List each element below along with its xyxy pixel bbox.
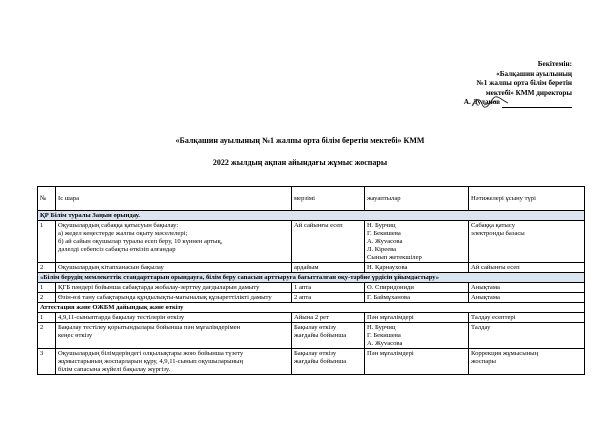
document-subtitle: 2022 жылдың ақпан айындағы жұмыс жоспары xyxy=(212,158,388,167)
text-line: жағдайы бойынша xyxy=(294,357,347,365)
row-result: Талдау xyxy=(469,323,585,349)
table-row xyxy=(38,313,585,323)
table-row xyxy=(38,323,585,349)
approval-line: мектебі» КММ директоры xyxy=(485,88,572,97)
row-activity xyxy=(56,323,292,349)
text-line: Оқушылардың сабаққа қатысуын бақылау: xyxy=(58,221,179,229)
row-num: 1 xyxy=(38,283,56,293)
row-deadline: 2 апта xyxy=(292,293,365,303)
text-line: Бақылау тестілеу қорытындылары бойынша пән мұғалімдерімен xyxy=(58,323,241,331)
row-num: 2 xyxy=(38,263,56,273)
text-line: Г. Бекишева xyxy=(367,229,401,237)
header-responsible: жауаптылар xyxy=(365,187,469,211)
text-line: Сабаққа қатысу xyxy=(471,221,515,229)
row-deadline: Айына 2 рет xyxy=(292,313,365,323)
section-row xyxy=(38,303,585,313)
section-title: «Білім берудің мемлекеттік стандарттарын орындауға, білім беру сапасын арттыруға бағытталған оқу-тәрбие үрдісін ұйымдастыру» xyxy=(38,273,585,283)
text-line: Н. Бурчиц xyxy=(367,221,396,229)
text-line: А. Жуvacoвa xyxy=(367,237,403,245)
row-num: 2 xyxy=(38,323,56,349)
row-activity: 4,9,11-сыныптарда бақылау тестілерін өткізу xyxy=(56,313,292,323)
header-result: Нәтижелері ұсыну түрі xyxy=(469,187,585,211)
row-responsible: Пән мұғалімдері xyxy=(365,313,469,323)
text-line: Н. Бурчиц xyxy=(367,323,396,331)
row-activity xyxy=(56,349,292,375)
text-line: Сынып жетекшілер xyxy=(367,253,422,261)
row-result: Анықтама xyxy=(469,293,585,303)
header-deadline: мерзімі xyxy=(292,187,365,211)
text-line: электронды базасы xyxy=(471,229,525,237)
signature-icon xyxy=(470,95,510,109)
table-row xyxy=(38,293,585,303)
header-num: № xyxy=(38,187,56,211)
row-deadline: Ай сайынғы есеп xyxy=(292,221,365,263)
row-num: 2 xyxy=(38,293,56,303)
text-line: жұмыстарының жоспарларын құру, 4,9,11-сынып оқушыларының xyxy=(58,357,244,365)
header-activity: Іс шара xyxy=(56,187,292,211)
row-responsible: Н. Қарнаухова xyxy=(365,263,469,273)
text-line: Бақылау өткізу xyxy=(294,349,337,357)
row-activity: Өзін-өзі тану сабақтарында құндылықты-мағыналық құзыреттілікті дамыту xyxy=(56,293,292,303)
row-num: 1 xyxy=(38,221,56,263)
table-row xyxy=(38,263,585,273)
approval-line: Бекітемін: xyxy=(537,60,572,68)
row-result xyxy=(469,349,585,375)
text-line: Г. Бекишева xyxy=(367,331,401,339)
approval-line: №1 жалпы орта білім беретін xyxy=(476,79,572,88)
row-responsible: Пән мұғалімдері xyxy=(365,349,469,375)
section-title: Аттестация және ОЖБМ дайындық және өткізу xyxy=(38,303,585,313)
row-num: 3 xyxy=(38,349,56,375)
text-line: А. Жуvacoвa xyxy=(367,339,403,347)
section-title: ҚР Білім туралы Заңын орындау. xyxy=(38,211,585,221)
work-plan-table xyxy=(37,186,585,375)
table-header-row xyxy=(38,187,585,211)
row-responsible: Г. Баймұханова xyxy=(365,293,469,303)
row-activity: ҚГБ пәндері бойынша сабақтарда жобалау-зерттеу дағдыларын дамыту xyxy=(56,283,292,293)
row-result: Талдау есептері xyxy=(469,313,585,323)
table-row xyxy=(38,349,585,375)
row-activity xyxy=(56,221,292,263)
text-line: Бақылау өткізу xyxy=(294,323,337,331)
text-line: білім сапасына жүйелі бақылау жүргізу. xyxy=(58,365,171,373)
text-line: жағдайы бойынша xyxy=(294,331,347,339)
director-name: А. Дуланов xyxy=(463,98,500,107)
section-row xyxy=(38,211,585,221)
text-line: Коррекция жұмысының xyxy=(471,349,539,357)
row-deadline xyxy=(292,323,365,349)
row-deadline: ардайым xyxy=(292,263,365,273)
document-title: «Балқашин ауылының №1 жалпы орта білім беретін мектебі» КММ xyxy=(175,136,425,145)
section-row xyxy=(38,273,585,283)
row-deadline xyxy=(292,349,365,375)
table-row xyxy=(38,221,585,263)
approval-line: «Балқашин ауылының xyxy=(496,69,572,78)
row-result: Анықтама xyxy=(469,283,585,293)
text-line: жоспары xyxy=(471,357,496,365)
text-line: Л. Кіреева xyxy=(367,245,397,253)
row-result: Ай сайынғы есеп xyxy=(469,263,585,273)
text-line: б) ай сайын оқушылар туралы есеп беру, 10 күннен артық, xyxy=(58,237,223,245)
signature-underline xyxy=(502,107,572,108)
text-line: кеңес өткізу xyxy=(58,331,93,339)
row-activity: Оқушылардың кітапханасын бақылау xyxy=(56,263,292,273)
row-num: 1 xyxy=(38,313,56,323)
text-line: дәлелді себепсіз сабақты өткізіп алғандар xyxy=(58,245,176,253)
text-line: а) жедел кеңестерде жалпы оқыту мәселелері; xyxy=(58,229,188,237)
row-responsible xyxy=(365,221,469,263)
row-result xyxy=(469,221,585,263)
table-row xyxy=(38,283,585,293)
row-responsible: О. Спиридониди xyxy=(365,283,469,293)
row-deadline: 1 апта xyxy=(292,283,365,293)
text-line: Оқушылардың білімдеріндегі олқылықтары жою бойынша түзету xyxy=(58,349,244,357)
row-responsible xyxy=(365,323,469,349)
